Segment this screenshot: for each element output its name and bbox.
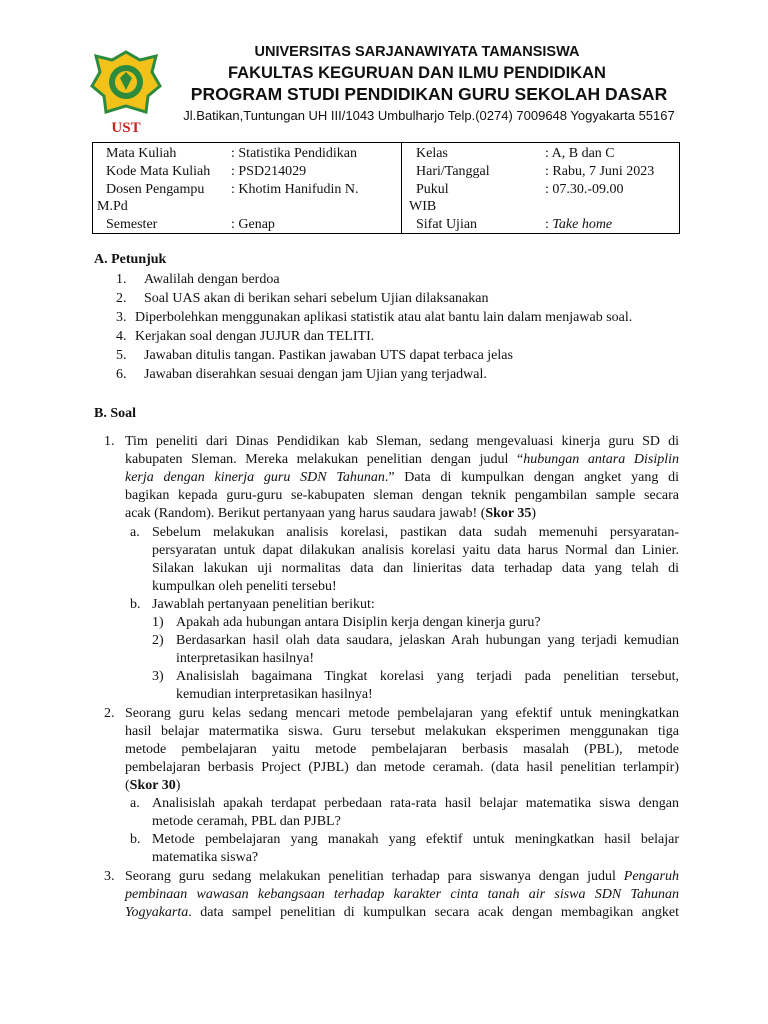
q1-line-4: bagikan kepada guru-guru se-kabupaten sleman dengan teknik pengambilan sample secara	[125, 488, 679, 503]
q2a-line-2: metode ceramah, PBL dan PJBL?	[152, 814, 341, 829]
pukul-cont: WIB	[409, 199, 437, 214]
q3-line-3	[125, 904, 679, 922]
q1-line-3-text: .” Data di kumpulkan dengan angket yang di	[384, 470, 679, 485]
q2b-letter: b.	[130, 832, 141, 847]
q1-line-2	[125, 451, 679, 469]
exam-info-table	[92, 142, 680, 234]
q1b-sub3-line-1: Analisislah bagaimana Tingkat korelasi yang terjadi pada penelitian tersebut,	[176, 669, 679, 684]
q1b-sub2-line-2: interpretasikan hasilnya!	[176, 651, 315, 666]
table-divider	[401, 143, 402, 233]
q1-number: 1.	[104, 434, 115, 449]
sifat-label: Sifat Ujian	[416, 217, 478, 232]
petunjuk-num-2: 2.	[116, 291, 127, 306]
q2-line-5-close: )	[175, 778, 181, 793]
q2-line-1: Seorang guru kelas sedang mencari metode pembelajaran yang efektif untuk meningkatkan	[125, 706, 679, 721]
petunjuk-item-5: Jawaban ditulis tangan. Pastikan jawaban UTS dapat terbaca jelas	[144, 348, 513, 363]
mk-label: Mata Kuliah	[106, 146, 177, 161]
pukul-label: Pukul	[416, 182, 449, 197]
q2-score: Skor 30	[129, 778, 176, 793]
sifat-colon: :	[545, 217, 553, 232]
q1-line-5	[125, 505, 536, 523]
q1b-sub1-num: 1)	[152, 615, 164, 630]
q1a-line-4: kumpulkan oleh peneliti tersebu!	[152, 579, 337, 594]
petunjuk-num-4: 4.	[116, 329, 127, 344]
q3-line-2: pembinaan wawasan kebangsaan terhadap karakter cinta tanah air siswa SDN Tahunan	[125, 887, 679, 902]
dosen-cont: M.Pd	[97, 199, 128, 214]
q2-line-4: pembelajaran berbasis Project (PJBL) dan metode ceramah. (data hasil penelitian terlampir)	[125, 760, 679, 775]
q3-title-part-1: Pengaruh	[623, 869, 679, 884]
pukul-value: : 07.30.-09.00	[545, 182, 624, 197]
q1-title-part-2: kerja dengan kinerja guru SDN Tahunan	[125, 470, 385, 485]
q1-line-3	[125, 469, 679, 487]
q1b-sub3-line-2: kemudian interpretasikan hasilnya!	[176, 687, 373, 702]
q2-line-5	[125, 777, 180, 795]
kode-value: : PSD214029	[231, 164, 307, 179]
petunjuk-item-4: Kerjakan soal dengan JUJUR dan TELITI.	[135, 329, 375, 344]
q3-line-1-text: Seorang guru sedang melakukan penelitian terhadap para siswanya dengan judul	[125, 869, 624, 884]
q1a-line-3: Silakan lakukan uji normalitas data dan linieritas data terhadap data yang telah di	[152, 561, 679, 576]
q1b-line-1: Jawablah pertanyaan penelitian berikut:	[152, 597, 375, 612]
q3-number: 3.	[104, 869, 115, 884]
q3-title-part-3: Yogyakarta	[125, 905, 189, 920]
logo-caption: UST	[111, 120, 141, 136]
q1-line-2-text: kabupaten Sleman. Mereka melakukan penelitian dengan judul “	[125, 452, 524, 467]
petunjuk-item-6: Jawaban diserahkan sesuai dengan jam Ujian yang terjadwal.	[144, 367, 487, 382]
petunjuk-item-2: Soal UAS akan di berikan sehari sebelum Ujian dilaksanakan	[144, 291, 489, 306]
q1-line-1: Tim peneliti dari Dinas Pendidikan kab Sleman, sedang mengevaluasi kinerja guru SD di	[125, 434, 679, 449]
mk-value: : Statistika Pendidikan	[231, 146, 357, 161]
kelas-value: : A, B dan C	[545, 146, 615, 161]
address: Jl.Batikan,Tuntungan UH III/1043 Umbulharjo Telp.(0274) 7009648 Yogyakarta 55167	[183, 108, 675, 123]
dosen-label: Dosen Pengampu	[106, 182, 205, 197]
q2a-letter: a.	[130, 796, 140, 811]
sifat-value-wrap	[545, 216, 612, 234]
q1b-sub3-num: 3)	[152, 669, 164, 684]
q3-line-3-text: . data sampel penelitian di kumpulkan secara acak dengan membagikan angket	[188, 905, 679, 920]
kode-label: Kode Mata Kuliah	[106, 164, 211, 179]
petunjuk-heading: A. Petunjuk	[94, 252, 167, 267]
q1a-letter: a.	[130, 525, 140, 540]
q1-title-part-1: hubungan antara Disiplin	[523, 452, 679, 467]
q2b-line-1: Metode pembelajaran yang manakah yang efektif untuk meningkatkan hasil belajar	[152, 832, 679, 847]
dosen-value: : Khotim Hanifudin N.	[231, 182, 359, 197]
program-name: PROGRAM STUDI PENDIDIKAN GURU SEKOLAH DASAR	[190, 84, 668, 104]
q1b-sub1: Apakah ada hubungan antara Disiplin kerja dengan kinerja guru?	[176, 615, 541, 630]
q1b-sub2-line-1: Berdasarkan hasil olah data saudara, jelaskan Arah hubungan yang terjadi kemudian	[176, 633, 679, 648]
soal-heading: B. Soal	[94, 406, 137, 421]
q1a-line-1: Sebelum melakukan analisis korelasi, pastikan data sudah memenuhi persyaratan-	[152, 525, 679, 540]
q2a-line-1: Analisislah apakah terdapat perbedaan rata-rata hasil belajar matematika siswa dengan	[152, 796, 679, 811]
faculty-name: FAKULTAS KEGURUAN DAN ILMU PENDIDIKAN	[228, 64, 606, 82]
semester-value: : Genap	[231, 217, 275, 232]
q1-line-5-close: )	[531, 506, 537, 521]
petunjuk-num-5: 5.	[116, 348, 127, 363]
kelas-label: Kelas	[416, 146, 448, 161]
petunjuk-num-3: 3.	[116, 310, 127, 325]
q1b-sub2-num: 2)	[152, 633, 164, 648]
q2-line-2: hasil belajar matermatika siswa. Guru tersebut melakukan eksperimen menggunakan tiga	[125, 724, 679, 739]
petunjuk-item-3: Diperbolehkan menggunakan aplikasi statistik atau alat bantu lain dalam menjawab soal.	[135, 310, 633, 325]
petunjuk-item-1: Awalilah dengan berdoa	[144, 272, 280, 287]
q2-line-5-open: (	[125, 778, 130, 793]
hari-label: Hari/Tanggal	[416, 164, 490, 179]
hari-value: : Rabu, 7 Juni 2023	[545, 164, 655, 179]
university-name: UNIVERSITAS SARJANAWIYATA TAMANSISWA	[254, 44, 580, 60]
petunjuk-num-1: 1.	[116, 272, 127, 287]
semester-label: Semester	[106, 217, 158, 232]
q1b-letter: b.	[130, 597, 141, 612]
q1a-line-2: persyaratan untuk dapat dilakukan analisis korelasi yaitu data harus Normal dan Linier.	[152, 543, 679, 558]
petunjuk-num-6: 6.	[116, 367, 127, 382]
q3-line-1	[125, 868, 679, 886]
q2b-line-2: matematika siswa?	[152, 850, 259, 865]
sifat-value: Take home	[552, 217, 613, 232]
q2-number: 2.	[104, 706, 115, 721]
q1-score: Skor 35	[485, 506, 532, 521]
q2-line-3: metode pembelajaran yaitu metode pembelajaran berbasis masalah (PBL), metode	[125, 742, 679, 757]
q1-line-5-text: acak (Random). Berikut pertanyaan yang harus saudara jawab! (	[125, 506, 486, 521]
